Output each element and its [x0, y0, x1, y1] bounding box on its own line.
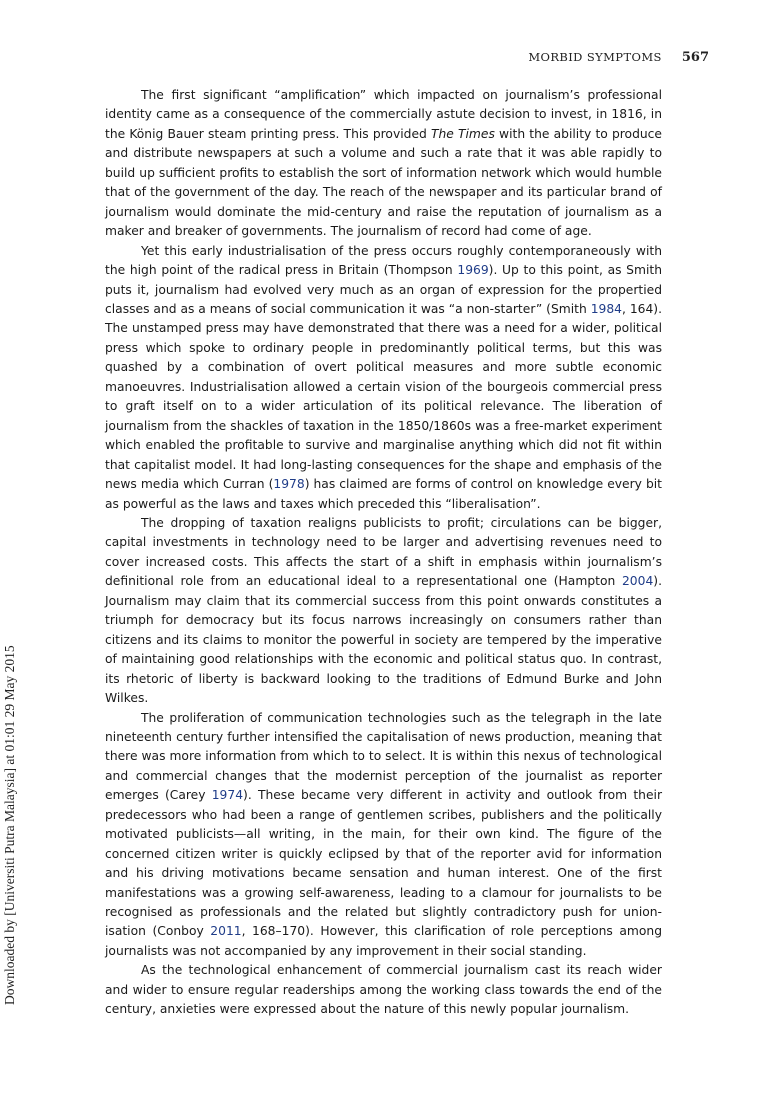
- paragraph: [105, 709, 662, 962]
- citation-link[interactable]: 2011: [210, 924, 242, 939]
- text-run: ). Journalism may claim that its commercial success from this point onwards constitutes a triumph for democracy but its focus narrows increasingly on consumers rather than citizens and its claims to monitor the powerful in society are tempered by the imperative of maintaining good relationships with the economic and political status quo. In contrast, its rhetoric of liberty is backward looking to the traditions of Edmund Burke and John Wilkes.: [105, 574, 662, 706]
- newspaper-title-italic: The Times: [430, 126, 495, 141]
- page-number: 567: [681, 50, 709, 65]
- text-run: The first significant “amplification” which impacted on journalism’s professional identity came as a consequence of the commercially astute decision to invest, in 1816, in the König Bauer steam printing press. This provided: [105, 88, 662, 141]
- download-watermark: Downloaded by [Universiti Putra Malaysia] at 01:01 29 May 2015: [2, 645, 17, 1005]
- citation-link[interactable]: 1974: [211, 788, 244, 803]
- paragraph: [105, 961, 662, 1019]
- citation-link[interactable]: 1969: [457, 263, 489, 278]
- citation-link[interactable]: 1978: [273, 477, 305, 492]
- text-run: ) has claimed are forms of control on knowledge every bit as powerful as the laws and taxes which preceded this “liberalisation”.: [105, 477, 662, 511]
- text-run: The dropping of taxation realigns publicists to profit; circulations can be bigger, capital investments in technology need to be larger and advertising revenues need to cover increased costs. This affects the start of a shift in emphasis within journalism’s definitional role from an educational ideal to a representational one (Hampton: [105, 515, 662, 589]
- paragraph: [105, 242, 662, 514]
- text-run: , 164). The unstamped press may have demonstrated that there was a need for a wider, political press which spoke to ordinary people in predominantly political terms, but this was quashed by a combination of overt political measures and more subtle economic manoeuvres. Industrialisation allowed a certain vision of the bourgeois commercial press to graft itself on to a wider articulation of its political relevance. The liberation of journalism from the shackles of taxation in the 1850/1860s was a free-market experiment which enabled the profitable to survive and marginalise anything which did not fit within that capitalist model. It had long-lasting consequences for the shape and emphasis of the news media which Curran (: [105, 301, 662, 492]
- text-run: with the ability to produce and distribute newspapers at such a volume and such a rate that it was able rapidly to build up sufficient profits to establish the sort of information network which would humble that of the government of the day. The reach of the newspaper and its particular brand of journalism would dominate the mid-century and raise the reputation of journalism as a maker and breaker of governments. The journalism of record had come of age.: [105, 126, 662, 239]
- text-run: The proliferation of communication technologies such as the telegraph in the late nineteenth century further intensified the capitalisation of news production, meaning that there was more information from which to to select. It is within this nexus of technological and commercial changes that the modernist perception of the journalist as reporter emerges (Carey: [105, 710, 662, 803]
- paragraph: [105, 514, 662, 709]
- citation-link[interactable]: 2004: [621, 574, 654, 589]
- text-run: As the technological enhancement of commercial journalism cast its reach wider and wider to ensure regular readerships among the working class towards the end of the century, anxieties were expressed about the nature of this newly popular journalism.: [105, 963, 662, 1017]
- paragraph: [105, 86, 662, 242]
- text-run: Yet this early industrialisation of the press occurs roughly contemporaneously with the high point of the radical press in Britain (Thompson: [105, 243, 662, 278]
- running-title: MORBID SYMPTOMS: [528, 50, 662, 64]
- article-body: [105, 86, 662, 1020]
- running-header: [528, 50, 709, 65]
- text-run: , 168–170). However, this clarification of role perceptions among journalists was not accompanied by any improvement in their social standing.: [105, 924, 662, 958]
- text-run: ). Up to this point, as Smith puts it, journalism had evolved very much as an organ of expression for the propertied classes and as a means of social communication it was “a non-starter” (Smith: [105, 263, 662, 316]
- text-run: ). These became very different in activity and outlook from their predecessors who had been a range of gentlemen scribes, publishers and the politically motivated publicists—all writing, in the main, for their own kind. The figure of the concerned citizen writer is quickly eclipsed by that of the reporter avid for information and his driving motivations became sensation and human interest. One of the first manifestations was a growing self-awareness, leading to a clamour for journalists to be recognised as professionals and the related but slightly contradictory push for union-isation (Conboy: [105, 788, 663, 939]
- citation-link[interactable]: 1984: [590, 301, 622, 316]
